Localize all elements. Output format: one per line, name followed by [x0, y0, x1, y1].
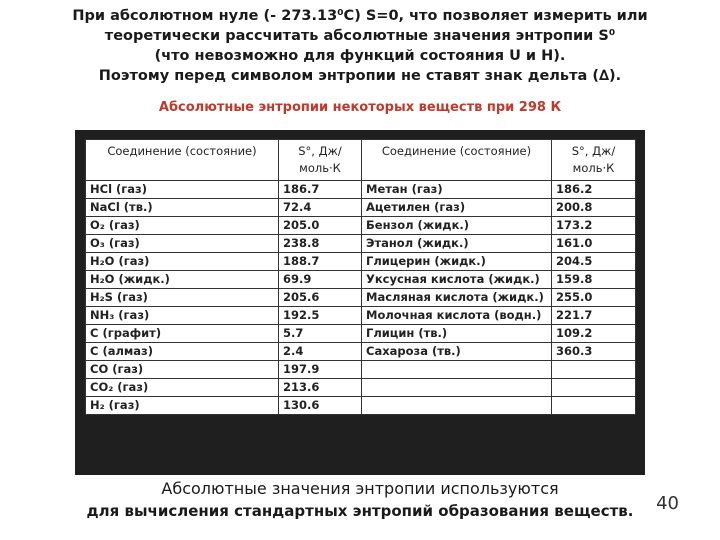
- table-row: [86, 199, 636, 217]
- cell-compound-2: [362, 379, 552, 397]
- header-compound-2: Соединение (состояние): [362, 140, 552, 181]
- cell-compound-2: [362, 361, 552, 379]
- cell-compound: CO₂ (газ): [86, 379, 279, 397]
- intro-line-4: Поэтому перед символом энтропии не ставят знак дельта (∆).: [98, 68, 622, 84]
- cell-entropy: 205.6: [279, 289, 362, 307]
- cell-entropy-2: [552, 397, 636, 415]
- cell-entropy-2: 109.2: [552, 325, 636, 343]
- cell-compound-2: Метан (газ): [362, 181, 552, 199]
- table-row: [86, 271, 636, 289]
- intro-line-3: (что невозможно для функций состояния U и H).: [154, 48, 566, 64]
- outro-line-1: Абсолютные значения энтропии используются: [161, 479, 559, 498]
- cell-entropy-2: 255.0: [552, 289, 636, 307]
- cell-entropy: 238.8: [279, 235, 362, 253]
- table-row: [86, 343, 636, 361]
- cell-entropy-2: 200.8: [552, 199, 636, 217]
- page-number: 40: [656, 493, 679, 514]
- table-row: [86, 289, 636, 307]
- table-title: Абсолютные энтропии некоторых веществ при 298 К: [158, 100, 562, 115]
- table-row: [86, 253, 636, 271]
- header-entropy-2: S°, Дж/моль·К: [552, 140, 636, 181]
- cell-entropy: 69.9: [279, 271, 362, 289]
- table-body: [86, 181, 636, 415]
- cell-entropy: 188.7: [279, 253, 362, 271]
- table-row: [86, 361, 636, 379]
- cell-compound: NH₃ (газ): [86, 307, 279, 325]
- header-entropy: S°, Дж/моль·К: [279, 140, 362, 181]
- cell-compound: H₂O (газ): [86, 253, 279, 271]
- table-frame: [75, 130, 645, 475]
- cell-compound: O₂ (газ): [86, 217, 279, 235]
- cell-entropy: 2.4: [279, 343, 362, 361]
- cell-compound: С (графит): [86, 325, 279, 343]
- cell-entropy: 5.7: [279, 325, 362, 343]
- cell-entropy: 72.4: [279, 199, 362, 217]
- cell-compound: O₃ (газ): [86, 235, 279, 253]
- cell-compound-2: Масляная кислота (жидк.): [362, 289, 552, 307]
- cell-compound: H₂S (газ): [86, 289, 279, 307]
- cell-entropy-2: 173.2: [552, 217, 636, 235]
- cell-entropy: 205.0: [279, 217, 362, 235]
- header-compound: Соединение (состояние): [86, 140, 279, 181]
- cell-compound-2: [362, 397, 552, 415]
- table-header-row: [86, 140, 636, 181]
- cell-entropy-2: 159.8: [552, 271, 636, 289]
- cell-compound: HCl (газ): [86, 181, 279, 199]
- cell-entropy-2: [552, 361, 636, 379]
- cell-entropy-2: 161.0: [552, 235, 636, 253]
- cell-compound: CO (газ): [86, 361, 279, 379]
- cell-entropy: 213.6: [279, 379, 362, 397]
- table-row: [86, 235, 636, 253]
- cell-compound-2: Уксусная кислота (жидк.): [362, 271, 552, 289]
- cell-compound: NaCl (тв.): [86, 199, 279, 217]
- cell-compound-2: Глицин (тв.): [362, 325, 552, 343]
- cell-entropy: 192.5: [279, 307, 362, 325]
- cell-entropy: 186.7: [279, 181, 362, 199]
- outro-text: [0, 478, 720, 522]
- cell-compound-2: Молочная кислота (водн.): [362, 307, 552, 325]
- cell-entropy-2: 360.3: [552, 343, 636, 361]
- cell-entropy-2: 221.7: [552, 307, 636, 325]
- cell-compound: H₂ (газ): [86, 397, 279, 415]
- cell-compound-2: Глицерин (жидк.): [362, 253, 552, 271]
- intro-line-1: При абсолютном нуле (- 273.13⁰С) S=0, что позволяет измерить или: [72, 8, 648, 24]
- table-row: [86, 181, 636, 199]
- cell-entropy-2: [552, 379, 636, 397]
- intro-line-2: теоретически рассчитать абсолютные значения энтропии S⁰: [104, 28, 616, 44]
- intro-text: [0, 6, 720, 86]
- table-row: [86, 325, 636, 343]
- table-row: [86, 379, 636, 397]
- cell-entropy-2: 204.5: [552, 253, 636, 271]
- cell-compound: H₂O (жидк.): [86, 271, 279, 289]
- cell-compound-2: Этанол (жидк.): [362, 235, 552, 253]
- cell-compound-2: Сахароза (тв.): [362, 343, 552, 361]
- table-row: [86, 397, 636, 415]
- cell-compound-2: Бензол (жидк.): [362, 217, 552, 235]
- cell-entropy: 197.9: [279, 361, 362, 379]
- entropy-table: [85, 139, 636, 415]
- table-row: [86, 307, 636, 325]
- cell-compound: С (алмаз): [86, 343, 279, 361]
- cell-compound-2: Ацетилен (газ): [362, 199, 552, 217]
- cell-entropy: 130.6: [279, 397, 362, 415]
- table-row: [86, 217, 636, 235]
- outro-line-2: для вычисления стандартных энтропий образования веществ.: [86, 502, 634, 520]
- cell-entropy-2: 186.2: [552, 181, 636, 199]
